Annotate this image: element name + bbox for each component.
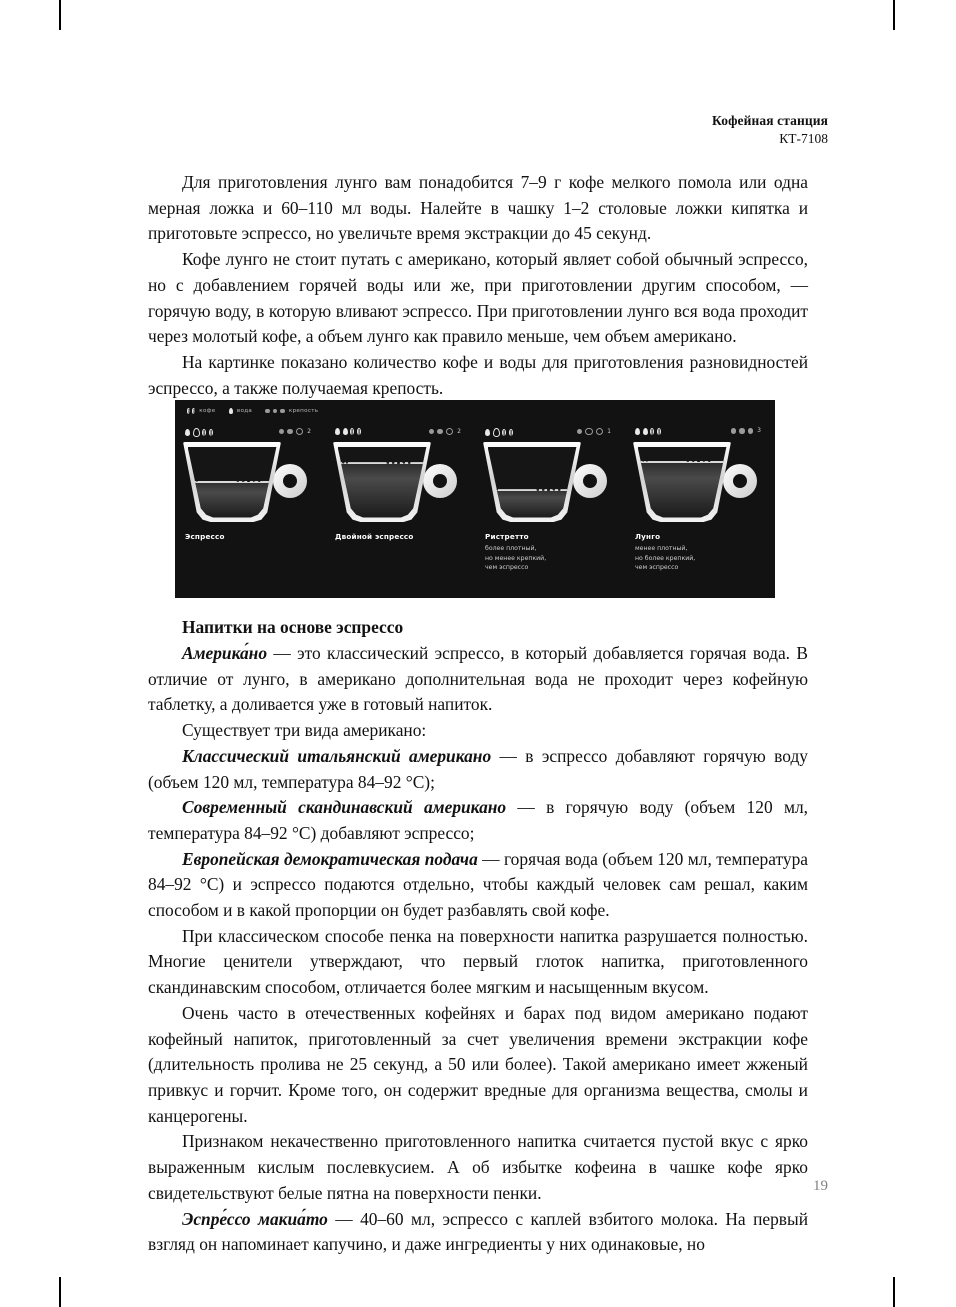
cup-description bbox=[635, 544, 695, 573]
cup-description-line: более плотный, bbox=[485, 545, 537, 552]
running-head bbox=[712, 112, 828, 148]
cup-strength-indicator bbox=[429, 428, 461, 435]
strength-dot-filled-icon bbox=[731, 428, 736, 433]
paragraph-overextraction: Очень часто в отечественных кофейнях и барах под видом американо подают кофейный напиток, приготовленный за счет увеличения времени экстракции кофе (длительность пролива не 25 секунд, а 50 или более). Такой американо имеет жженый привкус и горчит. Кроме того, он содержит вредные для организма вещества, смолы и канцерогены. bbox=[148, 1002, 808, 1126]
crop-mark-bottom-right bbox=[893, 1277, 895, 1307]
paragraph-lungo-prep: Для приготовления лунго вам понадобится 7–9 г кофе мелкого помола или одна мерная ложка и 60–110 мл воды. Налейте в чашку 1–2 столовые ложки кипятка и приготовьте эспрессо, но увеличьте время экстракции до 45 секунд. bbox=[148, 172, 808, 244]
cup-strength-value: 2 bbox=[457, 428, 461, 435]
cup-strength-value: 2 bbox=[307, 428, 311, 435]
cup-strength-value: 1 bbox=[607, 428, 611, 435]
coffee-bean-icon bbox=[202, 429, 206, 436]
crema-line bbox=[488, 489, 577, 491]
crop-mark-top-right bbox=[893, 0, 895, 30]
cup-name-label: Двойной эспрессо bbox=[335, 532, 414, 541]
cup-name-label: Лунго bbox=[635, 532, 661, 541]
term-european-serving: Европейская демократическая подача bbox=[182, 848, 478, 869]
paragraph-lungo-vs-americano: Кофе лунго не стоит путать с американо, который являет собой обычный эспрессо, но с добавлением горячей воды или же, при приготовлении другим способом, — горячую воду, в которую вливают эспрессо. При приготовлении лунго вся вода проходит через молотый кофе, а объем лунго как правило меньше, чем объем американо. bbox=[148, 249, 808, 347]
strength-dot-empty-icon bbox=[296, 428, 303, 435]
cup-description bbox=[485, 544, 546, 573]
strength-dot-filled-icon bbox=[748, 428, 753, 433]
cup-interior bbox=[488, 447, 577, 518]
running-head-brand: Кофейная станция bbox=[712, 113, 828, 128]
legend-item-water-drop bbox=[229, 408, 253, 414]
term-espresso-macchiato: Эспре́ссо макиа́то bbox=[182, 1208, 328, 1229]
strength-dot-filled-icon bbox=[429, 429, 434, 434]
cup-card-3 bbox=[475, 428, 625, 598]
cup-name-label: Эспрессо bbox=[185, 532, 225, 541]
crema-line bbox=[338, 462, 427, 464]
water-drop-icon bbox=[343, 428, 348, 435]
water-drop-icon bbox=[635, 428, 640, 435]
strength-dot-filled-icon bbox=[739, 428, 744, 433]
cup-body bbox=[333, 442, 431, 522]
water-drop-icon bbox=[185, 429, 190, 436]
strength-dot-icon bbox=[280, 409, 285, 414]
page-number: 19 bbox=[813, 1178, 828, 1194]
cup-interior bbox=[338, 447, 427, 518]
cup-strength-indicator bbox=[577, 428, 611, 435]
paragraph-scandinavian-americano bbox=[148, 795, 808, 846]
term-italian-americano-text: — в эспрессо добавляют горячую воду (объем 120 мл, температура 84–92 °C); bbox=[148, 745, 808, 792]
coffee-bean-icon bbox=[350, 428, 354, 435]
espresso-varieties-figure bbox=[175, 400, 775, 598]
coffee-bean-icon bbox=[509, 429, 513, 436]
paragraph-quality-signs: Признаком некачественно приготовленного напитка считается пустой вкус с ярко выраженным кислым послевкусием. А об избытке кофеина в чашке кофе ярко свидетельствуют белые пятна на поверхности пенки. bbox=[148, 1131, 808, 1203]
strength-dot-filled-icon bbox=[287, 429, 292, 434]
figure-legend bbox=[187, 408, 318, 414]
paragraph-figure-intro: На картинке показано количество кофе и воды для приготовления разновидностей эспрессо, а также получаемая крепость. bbox=[148, 351, 808, 398]
cup-name-label: Ристретто bbox=[485, 532, 529, 541]
cup-description-line: но менее крепкий, bbox=[485, 554, 547, 562]
term-italian-americano: Классический итальянский американо bbox=[182, 745, 492, 766]
crema-line bbox=[638, 461, 727, 463]
crema-line bbox=[188, 481, 277, 483]
water-drop-empty-icon bbox=[493, 428, 500, 437]
coffee-bean-icon bbox=[502, 429, 506, 436]
paragraph-americano bbox=[148, 641, 808, 718]
cup-body bbox=[183, 442, 281, 522]
coffee-bean-icon bbox=[192, 408, 195, 414]
term-americano: Америка́но bbox=[182, 643, 268, 664]
cup-illustration bbox=[331, 442, 467, 526]
paragraph-espresso-macchiato bbox=[148, 1207, 808, 1258]
cup-body bbox=[633, 442, 731, 522]
water-drop-empty-icon bbox=[193, 428, 200, 437]
cup-strength-value: 3 bbox=[757, 428, 761, 434]
water-drop-icon bbox=[485, 429, 490, 436]
strength-dot-icon bbox=[265, 409, 270, 414]
coffee-bean-icon bbox=[357, 428, 361, 435]
paragraph-italian-americano bbox=[148, 744, 808, 795]
term-european-serving-text: — горячая вода (объем 120 мл, температура 84–92 °C) и эспрессо подаются отдельно, чтобы каждый человек сам решал, каким способом и в какой пропорции он будет разбавлять свой кофе. bbox=[148, 848, 808, 921]
water-drop-icon bbox=[335, 428, 340, 435]
cup-strength-indicator bbox=[279, 428, 311, 435]
cup-ingredient-icons bbox=[185, 428, 213, 437]
term-scandinavian-americano-text: — в горячую воду (объем 120 мл, температура 84–92 °C) добавляют эспрессо; bbox=[148, 797, 808, 843]
water-drop-icon bbox=[229, 408, 233, 414]
cup-illustration bbox=[181, 442, 317, 526]
term-scandinavian-americano: Современный скандинавский американо bbox=[182, 797, 507, 818]
strength-dot-empty-icon bbox=[596, 428, 603, 435]
cup-card-2 bbox=[325, 428, 475, 598]
paragraph-foam: При классическом способе пенка на поверхности напитка разрушается полностью. Многие ценители утверждают, что первый глоток напитка, приготовленного скандинавским способом, отличается более мягким и насыщенным вкусом. bbox=[148, 925, 808, 998]
legend-label: кофе bbox=[199, 408, 216, 415]
term-espresso-macchiato-text: — 40–60 мл, эспрессо с каплей взбитого молока. На первый взгляд он напоминает капучино, и даже ингредиенты у них одинаковые, но bbox=[148, 1208, 808, 1255]
cup-ingredient-icons bbox=[485, 428, 513, 437]
strength-dot-filled-icon bbox=[279, 429, 284, 434]
cup-illustration bbox=[631, 442, 767, 526]
cup-strength-indicator bbox=[731, 428, 761, 434]
running-head-model: КТ-7108 bbox=[779, 131, 828, 147]
coffee-bean-icon bbox=[650, 428, 654, 435]
body-content bbox=[148, 170, 808, 1258]
paragraph-european-serving bbox=[148, 847, 808, 924]
coffee-bean-icon bbox=[187, 408, 190, 414]
cup-body bbox=[483, 442, 581, 522]
cup-interior bbox=[188, 447, 277, 518]
crop-mark-bottom-left bbox=[59, 1277, 61, 1307]
paragraph-three-types: Существует три вида американо: bbox=[182, 720, 427, 741]
cup-description-line: но более крепкий, bbox=[635, 554, 696, 562]
coffee-bean-icon bbox=[209, 429, 213, 436]
legend-item-coffee-bean bbox=[187, 408, 216, 414]
legend-label: вода bbox=[236, 408, 253, 415]
legend-item-strength-dots bbox=[265, 408, 318, 414]
strength-dot-filled-icon bbox=[577, 429, 582, 434]
cup-ingredient-icons bbox=[335, 428, 361, 435]
section-heading-espresso-drinks: Напитки на основе эспрессо bbox=[182, 617, 404, 638]
strength-dot-filled-icon bbox=[437, 429, 442, 434]
water-drop-icon bbox=[643, 428, 648, 435]
strength-dot-empty-icon bbox=[585, 428, 592, 435]
strength-dot-icon bbox=[273, 409, 278, 414]
cup-description-line: чем эспрессо bbox=[635, 564, 679, 571]
strength-dot-empty-icon bbox=[446, 428, 453, 435]
cup-description-line: чем эспрессо bbox=[485, 564, 529, 571]
cup-interior bbox=[638, 447, 727, 518]
coffee-bean-icon bbox=[657, 428, 661, 435]
cup-description-line: менее плотный, bbox=[635, 545, 688, 552]
legend-label: крепость bbox=[288, 408, 319, 415]
cup-ingredient-icons bbox=[635, 428, 661, 435]
cup-card-1 bbox=[175, 428, 325, 598]
cup-illustration bbox=[481, 442, 617, 526]
crop-mark-top-left bbox=[59, 0, 61, 30]
cup-card-4 bbox=[625, 428, 775, 598]
term-americano-text: — это классический эспрессо, в который добавляется горячая вода. В отличие от лунго, в американо дополнительная вода не проходит через кофейную таблетку, а доливается уже в готовый напиток. bbox=[148, 643, 808, 715]
